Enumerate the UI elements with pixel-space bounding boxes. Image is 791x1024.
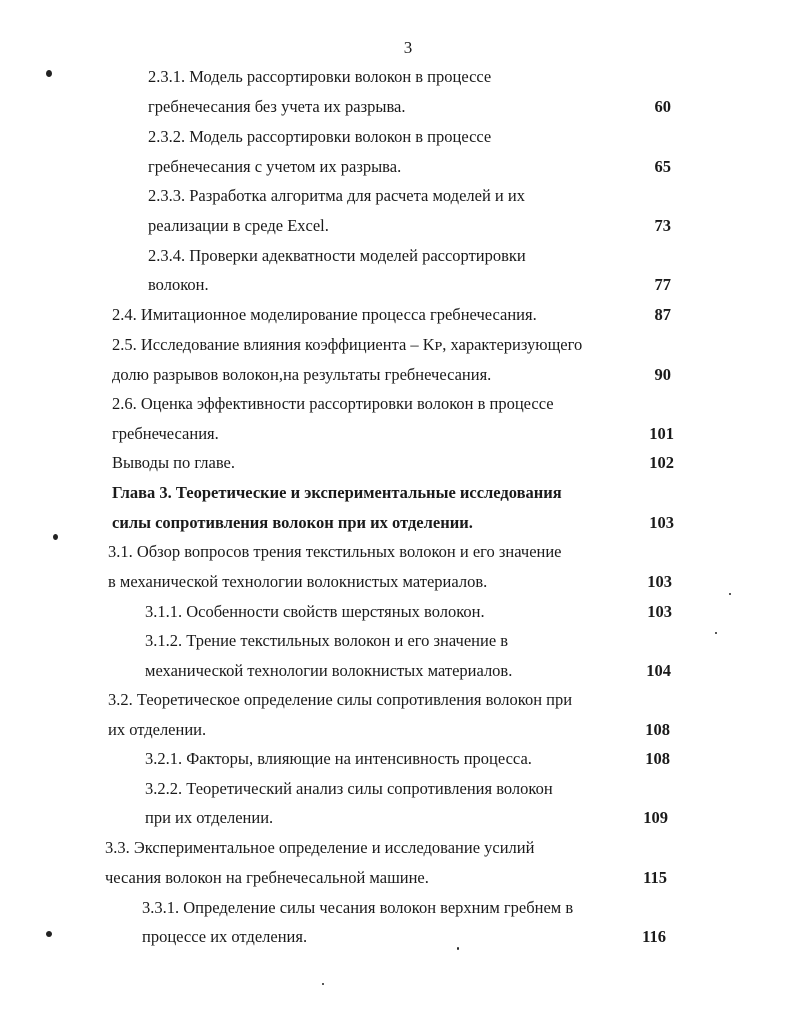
- toc-entry-text: 2.6. Оценка эффективности рассортировки волокон в процессе: [112, 394, 554, 413]
- toc-chapter-title: Глава 3. Теоретические и экспериментальные исследования: [112, 483, 562, 502]
- toc-entry-text: 3.1. Обзор вопросов трения текстильных волокон и его значение: [108, 542, 562, 561]
- toc-entry-page: 103: [647, 572, 672, 591]
- toc-entry-page: 87: [654, 305, 671, 324]
- scan-mark: [457, 947, 459, 950]
- toc-entry-text: в механической технологии волокнистых материалов.: [108, 572, 488, 591]
- toc-entry-text: реализации в среде Excel.: [148, 216, 329, 235]
- toc-entry-page: 116: [642, 927, 666, 946]
- toc-entry-text: долю разрывов волокон,на результаты гребнечесания.: [112, 365, 492, 384]
- toc-entry-text: чесания волокон на гребнечесальной машине.: [105, 868, 429, 887]
- toc-entry-page: 108: [645, 720, 670, 739]
- toc-entry-page: 101: [649, 424, 674, 443]
- scan-mark: [46, 931, 52, 937]
- toc-entry-page: 60: [654, 97, 671, 116]
- page-number: 3: [403, 38, 413, 57]
- scan-mark: [322, 983, 324, 985]
- toc-entry-text: 3.3.1. Определение силы чесания волокон верхним гребнем в: [142, 898, 574, 917]
- toc-entry-text: их отделении.: [108, 720, 207, 739]
- toc-entry-text: волокон.: [148, 275, 209, 294]
- toc-entry-page: 65: [654, 157, 671, 176]
- toc-entry-text: 3.2. Теоретическое определение силы сопротивления волокон при: [108, 690, 573, 709]
- toc-entry-page: 104: [646, 661, 671, 680]
- toc-entry-text: 2.3.2. Модель рассортировки волокон в процессе: [148, 127, 492, 146]
- toc-entry-text: гребнечесания с учетом их разрыва.: [148, 157, 402, 176]
- toc-entry-text: Выводы по главе.: [112, 453, 235, 472]
- toc-entry-page: 90: [654, 365, 671, 384]
- scan-mark: [53, 534, 58, 540]
- toc-entry-page: 77: [654, 275, 671, 294]
- toc-entry-text: при их отделении.: [145, 808, 274, 827]
- toc-entry-page: 102: [649, 453, 674, 472]
- toc-entry-text: механической технологии волокнистых материалов.: [145, 661, 513, 680]
- toc-entry-page: 73: [654, 216, 671, 235]
- toc-entry-text: 2.5. Исследование влияния коэффициента – Kᴘ, характеризующего: [112, 335, 583, 354]
- toc-entry-text: 3.2.2. Теоретический анализ силы сопротивления волокон: [145, 779, 553, 798]
- toc-entry-page: 115: [643, 868, 667, 887]
- toc-entry-text: 2.3.1. Модель рассортировки волокон в процессе: [148, 67, 492, 86]
- scan-mark: [729, 593, 731, 595]
- toc-entry-text: 3.2.1. Факторы, влияющие на интенсивность процесса.: [145, 749, 532, 768]
- toc-entry-page: 109: [643, 808, 668, 827]
- toc-entry-page: 108: [645, 749, 670, 768]
- toc-chapter-title: силы сопротивления волокон при их отделении.: [112, 513, 473, 532]
- toc-entry-text: гребнечесания без учета их разрыва.: [148, 97, 406, 116]
- scan-mark: [46, 70, 52, 77]
- toc-entry-text: 3.1.2. Трение текстильных волокон и его значение в: [145, 631, 509, 650]
- toc-entry-text: 2.3.3. Разработка алгоритма для расчета моделей и их: [148, 186, 525, 205]
- toc-entry-text: процессе их отделения.: [142, 927, 308, 946]
- toc-entry-text: гребнечесания.: [112, 424, 219, 443]
- scan-mark: [715, 632, 717, 634]
- toc-entry-text: 3.1.1. Особенности свойств шерстяных волокон.: [145, 602, 485, 621]
- toc-entry-text: 2.3.4. Проверки адекватности моделей рассортировки: [148, 246, 526, 265]
- toc-entry-page: 103: [647, 602, 672, 621]
- toc-entry-text: 2.4. Имитационное моделирование процесса гребнечесания.: [112, 305, 537, 324]
- toc-entry-page: 103: [649, 513, 674, 532]
- toc-entry-text: 3.3. Экспериментальное определение и исследование усилий: [105, 838, 535, 857]
